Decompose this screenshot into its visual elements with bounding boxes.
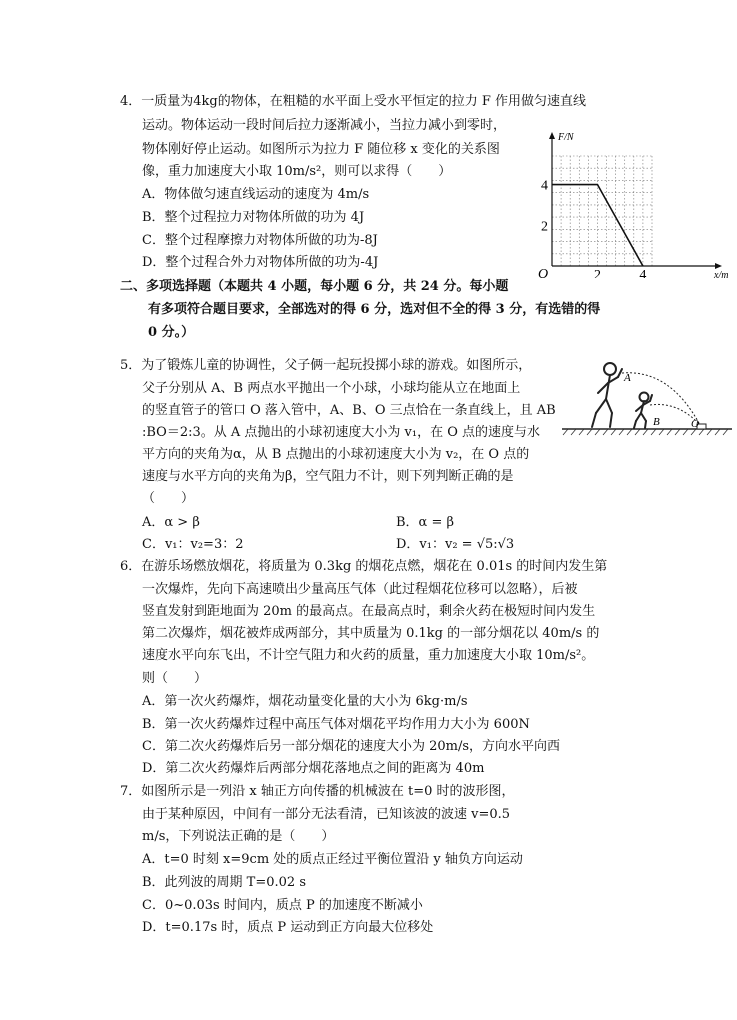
throwing-illustration [560, 355, 735, 463]
x-axis-label: x/m [714, 270, 729, 278]
q5-line-4: :BO＝2:3。从 A 点抛出的小球初速度大小为 v₁，在 O 点的速度与水 [142, 425, 541, 440]
y-tick-label: 4 [541, 178, 548, 194]
q6-option-a: A．第一次火药爆炸，烟花动量变化量的大小为 6kg·m/s [142, 694, 468, 709]
point-b-label: B [653, 416, 660, 428]
origin-label: O [538, 267, 549, 278]
q6-option-c: C．第二次火药爆炸后另一部分烟花的速度大小为 20m/s，方向水平向西 [142, 739, 560, 754]
q7-option-b: B．此列波的周期 T=0.02 s [142, 875, 306, 890]
q6-line-2: 一次爆炸，先向下高速喷出少量高压气体（此过程烟花位移可以忽略），后被 [142, 582, 578, 597]
q5-line-1: 5．为了锻炼儿童的协调性，父子俩一起玩投掷小球的游戏。如图所示， [120, 358, 532, 373]
q6-line-6: 则（ ） [142, 671, 208, 686]
q4-line-2: 运动。物体运动一段时间后拉力逐渐减小，当拉力减小到零时， [142, 118, 507, 133]
q6-line-1: 6．在游乐场燃放烟花，将质量为 0.3kg 的烟花点燃，烟花在 0.01s 的时间内发生第 [120, 559, 608, 574]
q4-option-d: D．整个过程合外力对物体所做的功为-4J [142, 255, 379, 270]
y-axis-arrow [549, 132, 555, 139]
ground-hatching [563, 429, 728, 435]
y-tick-label: 2 [541, 219, 548, 235]
q4-option-a: A．物体做匀速直线运动的速度为 4m/s [142, 187, 370, 202]
q6-line-5: 速度水平向东飞出，不计空气阻力和火药的质量，重力加速度大小取 10m/s²。 [142, 648, 595, 663]
q7-line-1: 7．如图所示是一列沿 x 轴正方向传播的机械波在 t=0 时的波形图， [120, 784, 515, 799]
father-figure [592, 363, 622, 427]
q5-option-b: B．α = β [396, 515, 455, 530]
q6-option-d: D．第二次火药爆炸后两部分烟花落地点之间的距离为 40m [142, 761, 485, 776]
q5-line-6: 速度与水平方向的夹角为β，空气阻力不计，则下列判断正确的是 [142, 469, 514, 484]
q6-line-3: 竖直发射到距地面为 20m 的最高点。在最高点时，剩余火药在极短时间内发生 [142, 604, 596, 619]
q5-option-c: C．v₁：v₂=3：2 [142, 537, 244, 552]
q6-option-b: B．第一次火药爆炸过程中高压气体对烟花平均作用力大小为 600N [142, 717, 530, 732]
q5-option-a: A．α > β [142, 515, 200, 530]
q4-option-c: C．整个过程摩擦力对物体所做的功为-8J [142, 233, 378, 248]
q6-line-4: 第二次爆炸，烟花被炸成两部分，其中质量为 0.1kg 的一部分烟花以 40m/s 的 [142, 626, 600, 641]
q5-line-3: 的竖直管子的管口 O 落入管中，A、B、O 三点恰在一条直线上，且 AB [142, 403, 556, 418]
q7-line-3: m/s，下列说法正确的是（ ） [142, 829, 335, 844]
trajectory-a [622, 373, 700, 425]
section-2-line-3: 0 分。） [148, 325, 195, 340]
x-tick-label: 4 [639, 268, 647, 278]
q7-option-d: D．t=0.17s 时，质点 P 运动到正方向最大位移处 [142, 920, 434, 935]
y-axis-label: F/N [558, 132, 574, 143]
x-tick-label: 2 [593, 268, 601, 278]
q7-line-2: 由于某种原因，中间有一部分无法看清，已知该波的波速 v=0.5 [142, 807, 511, 822]
son-figure [634, 393, 652, 429]
q4-line-1: 4．一质量为4kg的物体，在粗糙的水平面上受水平恒定的拉力 F 作用做匀速直线 [120, 94, 587, 109]
force-displacement-chart [530, 128, 735, 278]
q7-option-c: C．0~0.03s 时间内，质点 P 的加速度不断减小 [142, 898, 423, 913]
x-axis-arrow [715, 263, 722, 269]
q5-option-d: D．v₁：v₂ = √5:√3 [396, 537, 515, 552]
q7-option-a: A．t=0 时刻 x=9cm 处的质点正经过平衡位置沿 y 轴负方向运动 [142, 852, 523, 867]
section-2-line-2: 有多项符合题目要求，全部选对的得 6 分，选对但不全的得 3 分，有选错的得 [148, 302, 601, 317]
point-o-label: O [691, 418, 699, 430]
q5-line-7: （ ） [142, 491, 195, 506]
q4-option-b: B．整个过程拉力对物体所做的功为 4J [142, 210, 365, 225]
q5-line-2: 父子分别从 A、B 两点水平抛出一个小球，小球均能从立在地面上 [142, 381, 521, 396]
q4-line-4: 像，重力加速度大小取 10m/s²，则可以求得（ ） [142, 164, 452, 179]
q5-line-5: 平方向的夹角为α，从 B 点抛出的小球初速度大小为 v₂，在 O 点的 [142, 447, 530, 462]
point-a-label: A [624, 372, 631, 384]
section-2-line-1: 二、多项选择题（本题共 4 小题，每小题 6 分，共 24 分。每小题 [120, 279, 509, 294]
q4-line-3: 物体刚好停止运动。如图所示为拉力 F 随位移 x 变化的关系图 [142, 142, 500, 157]
